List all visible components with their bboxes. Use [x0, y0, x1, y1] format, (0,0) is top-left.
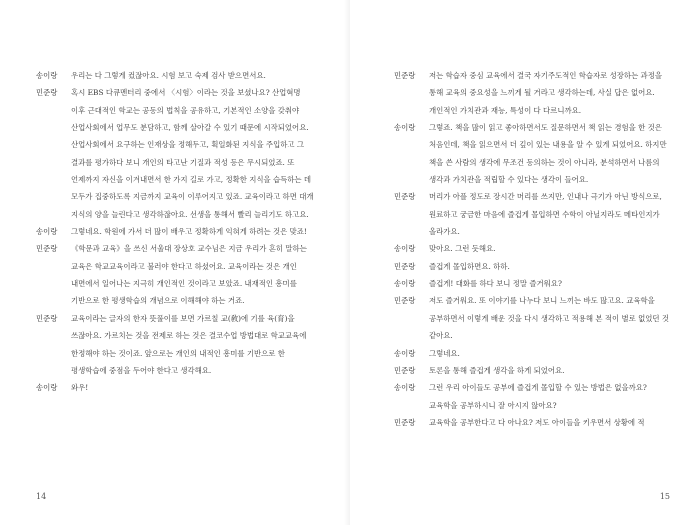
dialogue-entry	[394, 345, 670, 362]
dialogue-entry	[394, 414, 670, 431]
speech-text: 토론을 통해 즐겁게 생각을 하게 되었어요.	[429, 365, 565, 375]
dialogue-entry	[394, 362, 670, 379]
speech-text: 즐겁게 몰입하면요. 하하.	[429, 261, 510, 271]
left-dialogue	[36, 67, 316, 397]
speech-text: 혹시 EBS 다큐멘터리 중에서 〈시험〉이라는 것을 보셨나요? 산업혁명 이후 근대적인 학교는 공동의 법칙을 공유하고, 기본적인 소양을 갖춰야 산업사회에서 업무도 분담하고, 함께 살아갈 수 있기 때문에 시작되었어요. 산업사회에서 요구하는 인재상을 정해두고, 획일화된 지식을 주입하고 그 결과를 평가하다 보니 개인의 타고난 기질과 적성 등은 무시되었죠. 또 언제까지 자신을 이겨내면서 한 가지 길로 가고, 정확한 지식을 습득하는 데 모두가 집중하도록 지금까지 교육이 이루어지고 있죠. 교육이라고 하면 대개 지식의 양을 늘린다고 생각하잖아요. 선생을 통해서 빨리 늘리기도 하고요.	[71, 88, 314, 219]
speaker-name: 송이랑	[394, 383, 416, 393]
page-number: 14	[36, 492, 47, 501]
speech-text: 교육학을 공부한다고 다 아나요? 저도 아이들을 키우면서 상황에 적	[429, 417, 645, 427]
speech-text: 맞아요. 그런 듯해요.	[429, 244, 496, 254]
speech-text: 그렇네요.	[429, 348, 460, 358]
speaker-name: 민준랑	[36, 244, 58, 254]
speech-text: 우리는 다 그렇게 컸잖아요. 시험 보고 숙제 검사 받으면서요.	[71, 71, 266, 80]
speaker-name: 송이랑	[36, 227, 58, 237]
dialogue-entry	[394, 67, 670, 119]
speech-text: 그런 우리 아이들도 공부에 즐겁게 몰입할 수 있는 방법은 없을까요? 교육학을 공부하시니 잘 아시지 않아요?	[429, 383, 647, 410]
speech-text: 머리가 아플 정도로 장시간 머리를 쓰지만, 인내나 극기가 아닌 방식으로, 원료하고 궁금한 마음에 즐겁게 몰입하면 수학이 아닐지라도 메타인지가 올라가요.	[429, 192, 662, 237]
speaker-name: 민준랑	[36, 313, 58, 323]
speaker-name: 민준랑	[394, 365, 416, 375]
speaker-name: 송이랑	[36, 383, 58, 393]
speaker-name: 민준랑	[394, 417, 416, 427]
speech-text: 《학문과 교육》을 쓰신 서울대 장상호 교수님은 지금 우리가 흔히 말하는 교육은 학교교육이라고 불러야 한다고 하셨어요. 교육이라는 것은 개인 내면에서 일어나는 지극히 개인적인 것이라고 보았죠. 내재적인 흥미를 기반으로 한 평생학습의 개념으로 이해해야 하는 거죠.	[71, 244, 307, 306]
speech-text: 즐겁게! 대화를 하다 보니 정말 즐거워요?	[429, 279, 562, 289]
speaker-name: 송이랑	[394, 279, 416, 289]
right-dialogue	[394, 67, 670, 431]
dialogue-entry	[36, 379, 316, 396]
dialogue-entry	[394, 292, 670, 344]
speaker-name: 송이랑	[394, 123, 416, 133]
dialogue-entry	[394, 258, 670, 275]
dialogue-entry	[394, 240, 670, 257]
speech-text: 교육이라는 글자의 한자 뜻풀이를 보면 가르칠 교(敎)에 기를 육(育)을 쓰잖아요. 가르치는 것을 전제로 하는 것은 결코수업 방법대로 학교교육에 한정해야 하는 것이죠. 앞으로는 개인의 내적인 흥미를 기반으로 한 평생학습에 중점을 두어야 한다고 생각해요.	[71, 313, 307, 375]
speaker-name: 민준랑	[394, 71, 416, 80]
speaker-name: 민준랑	[394, 261, 416, 271]
speaker-name: 민준랑	[394, 192, 416, 202]
dialogue-entry	[36, 310, 316, 379]
speech-text: 그렇죠. 책을 많이 읽고 좋아하면서도 질문하면서 책 읽는 경험을 한 것은 처음인데, 책을 읽으면서 더 깊이 있는 내용을 알 수 있게 되었어요. 하지만 책을 쓴 사람의 생각에 무조건 동의하는 것이 아니라, 분석하면서 나름의 생각과 가치관을 적립할 수 있다는 생각이 들어요.	[429, 123, 667, 185]
dialogue-entry	[394, 188, 670, 240]
dialogue-entry	[394, 379, 670, 414]
dialogue-entry	[36, 67, 316, 84]
speaker-name: 송이랑	[394, 348, 416, 358]
dialogue-entry	[36, 84, 316, 223]
dialogue-entry	[36, 240, 316, 309]
right-page	[350, 0, 700, 525]
speech-text: 그렇네요. 학원에 가서 더 많이 배우고 정확하게 익혀게 하려는 것은 맞죠!	[71, 227, 307, 237]
speech-text: 저도 즐거워요. 또 이야기를 나누다 보니 느끼는 바도 많고요. 교육학을 공부하면서 이렇게 배운 것을 다시 생각하고 적용해 본 적이 별로 없었던 것 같아요.	[429, 296, 670, 341]
speech-text: 저는 학습자 중심 교육에서 결국 자기주도적인 학습자로 성장하는 과정을 통해 교육의 중요성을 느끼게 될 거라고 생각하는데, 사실 답은 없어요. 개인적인 가치관과 재능, 특성이 다 다르니까요.	[429, 71, 662, 115]
speaker-name: 민준랑	[36, 88, 58, 98]
dialogue-entry	[36, 223, 316, 240]
dialogue-entry	[394, 275, 670, 292]
page-number: 15	[659, 492, 670, 501]
speech-text: 와우!	[71, 383, 89, 393]
speaker-name: 송이랑	[394, 244, 416, 254]
speaker-name: 민준랑	[394, 296, 416, 306]
dialogue-entry	[394, 119, 670, 188]
speaker-name: 송이랑	[36, 71, 58, 80]
